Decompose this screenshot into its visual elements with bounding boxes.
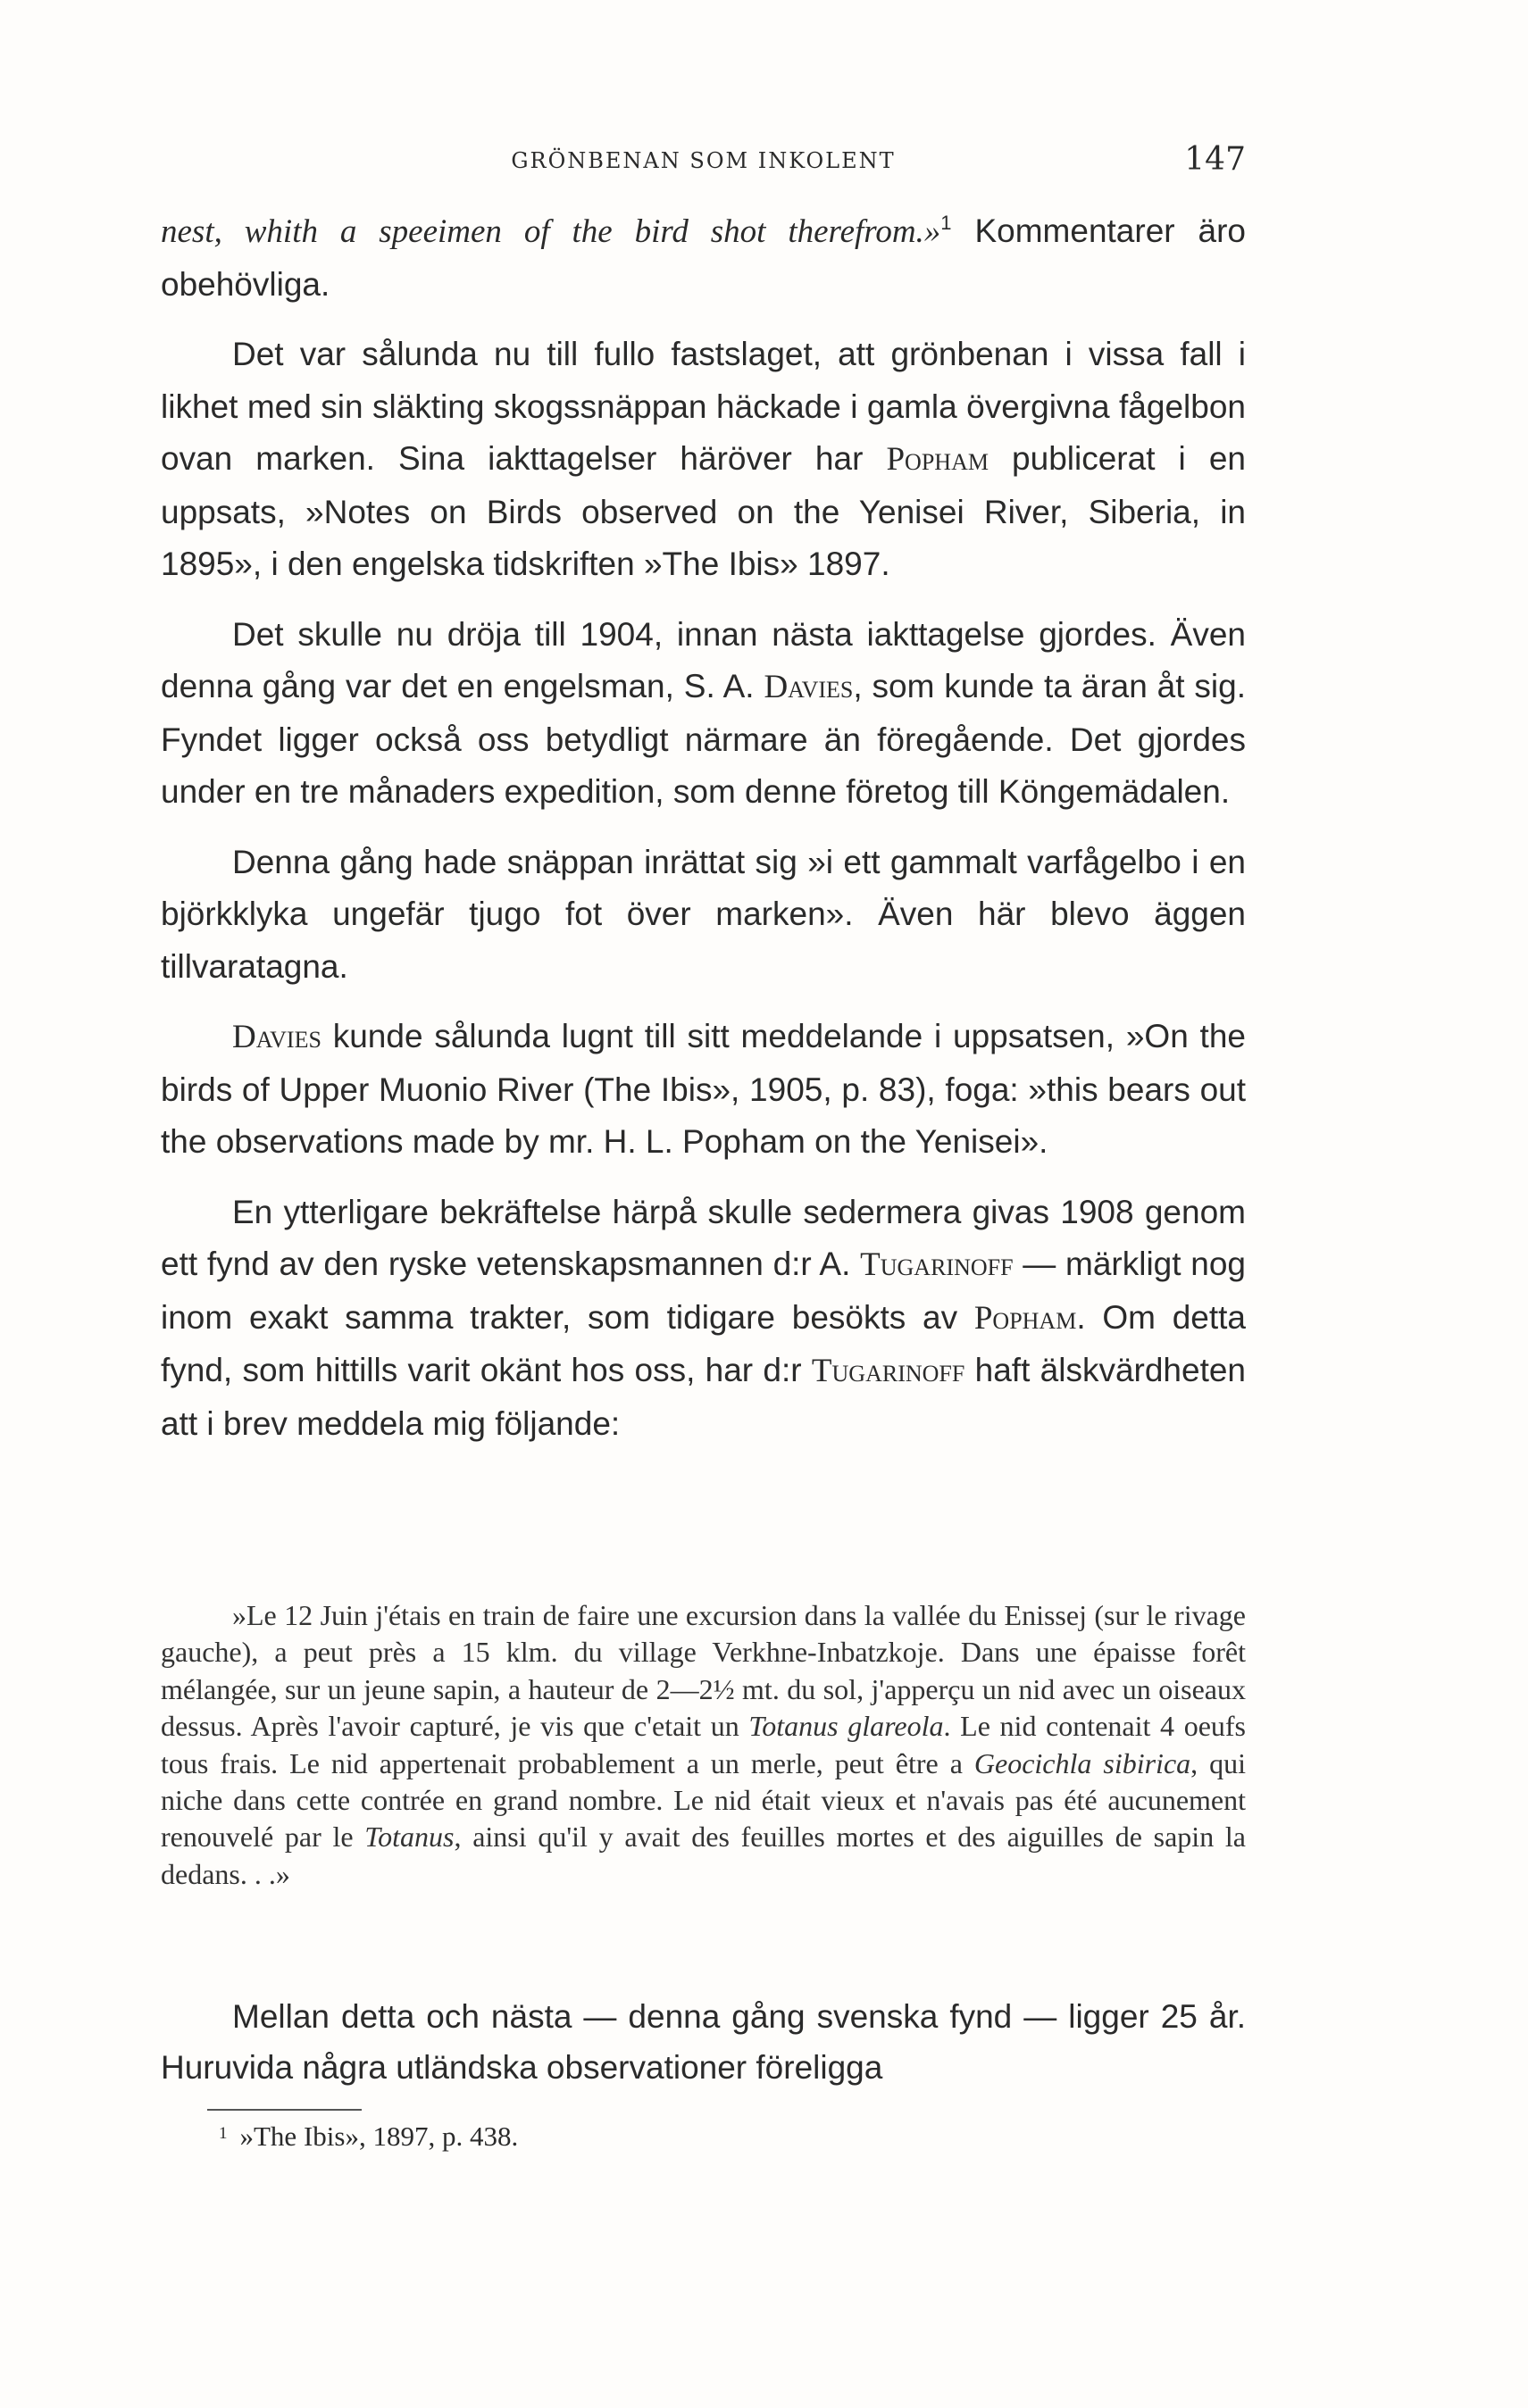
- main-text: [161, 205, 1246, 1450]
- author-name-popham-2: Popham: [973, 1299, 1077, 1337]
- closing-text: [161, 1991, 1246, 2093]
- quote-ending: nest, whith a speeimen of the bird shot therefrom.»: [161, 213, 941, 250]
- paragraph-4: Denna gång hade snäppan inrättat sig »i ett gammalt varfågelbo i en björkklyka ungefär tjugo fot över marken». Även här blevo äggen tillvaratagna.: [161, 843, 1246, 985]
- paragraph-3-text-a: Det skulle nu dröja till 1904, innan nästa iakttagelse gjordes. Även denna gång var det en engelsman, S. A.: [161, 615, 1246, 704]
- running-header: [161, 141, 1246, 177]
- paragraph-6: [161, 1187, 1246, 1451]
- paragraph-1: [161, 205, 1246, 311]
- paragraph-3-text-b: , som kunde ta äran åt sig. Fyndet ligger också oss betydligt närmare än föregående. Det gjordes under en tre månaders expedition, som denne företog till Köngemädalen.: [161, 668, 1247, 810]
- author-name-popham: Popham: [886, 441, 989, 478]
- author-name-tugarinoff-2: Tugarinoff: [811, 1353, 965, 1389]
- paragraph-6-text-d: haft älskvärdheten att i brev meddela mig följande:: [161, 1352, 1247, 1442]
- quote-paragraph: [161, 1597, 1246, 1893]
- footnote-rule: [207, 2109, 362, 2111]
- species-name-1: Totanus glareola: [748, 1710, 944, 1743]
- running-title: GRÖNBENAN SOM INKOLENT: [511, 148, 896, 173]
- footnote: [219, 2116, 518, 2154]
- paragraph-5: [161, 1011, 1246, 1169]
- footnote-number: 1: [219, 2124, 228, 2143]
- footnote-marker: 1: [940, 212, 952, 234]
- paragraph-1-text: Kommentarer äro obehövliga.: [161, 212, 1246, 303]
- page-number: 147: [1184, 141, 1246, 178]
- paragraph-2-text-a: Det var sålunda nu till fullo fastslaget, att grönbenan i vissa fall i likhet med sin släkting skogssnäppan häckade i gamla övergivna fågelbon ovan marken. Sina iakttagelser häröver har: [161, 336, 1246, 477]
- paragraph-7: Mellan detta och nästa — denna gång svenska fynd — ligger 25 år. Huruvida några utländska observationer föreligga: [161, 1998, 1246, 2086]
- paragraph-6-text-b: — märkligt nog inom exakt samma trakter, som tidigare besökts av: [161, 1246, 1247, 1336]
- species-name-2: Geocichla sibirica: [973, 1746, 1191, 1779]
- author-name-davies: Davies: [764, 669, 854, 705]
- paragraph-6-text-c: . Om detta fynd, som hittills varit okänt hos oss, har d:r: [161, 1298, 1247, 1388]
- paragraph-5-text: kunde sålunda lugnt till sitt meddelande i uppsatsen, »On the birds of Upper Muonio River (The Ibis», 1905, p. 83), foga: »this bears out the observations made by mr. H. L. Popham on the Yenisei».: [161, 1018, 1246, 1160]
- species-name-3: Totanus: [364, 1821, 455, 1854]
- quote-text-c: , qui niche dans cette contrée en grand nombre. Le nid était vieux et n'avais pas été aucunement renouvelé par le: [161, 1746, 1247, 1854]
- footnote-text: »The Ibis», 1897, p. 438.: [239, 2121, 519, 2152]
- paragraph-3: [161, 609, 1246, 819]
- quote-text-d: , ainsi qu'il y avait des feuilles mortes et des aiguilles de sapin la dedans. . .»: [161, 1821, 1247, 1890]
- author-name-davies-2: Davies: [232, 1019, 321, 1055]
- paragraph-2: [161, 329, 1246, 591]
- author-name-tugarinoff: Tugarinoff: [860, 1246, 1014, 1283]
- quote-text-a: »Le 12 Juin j'étais en train de faire une excursion dans la vallée du Enissej (sur le rivage gauche), a peut près a 15 klm. du village Verkhne-Inbatzkoje. Dans une épaisse forêt mélangée, sur un jeune sapin, a hauteur de 2—2½ mt. du sol, j'apperçu un nid avec un oiseaux dessus. Après l'avoir capturé, je vis que c'etait un: [161, 1599, 1246, 1743]
- quote-text-b: . Le nid contenait 4 oeufs tous frais. Le nid appertenait probablement a un merle, peut être a: [161, 1710, 1246, 1779]
- paragraph-2-text-b: publicerat i en uppsats, »Notes on Birds observed on the Yenisei River, Siberia, in 1895», i den engelska tidskriften »The Ibis» 1897.: [161, 440, 1246, 582]
- block-quote: [161, 1597, 1246, 1893]
- paragraph-6-text-a: En ytterligare bekräftelse härpå skulle sedermera givas 1908 genom ett fynd av den ryske vetenskapsmannen d:r A.: [161, 1193, 1246, 1282]
